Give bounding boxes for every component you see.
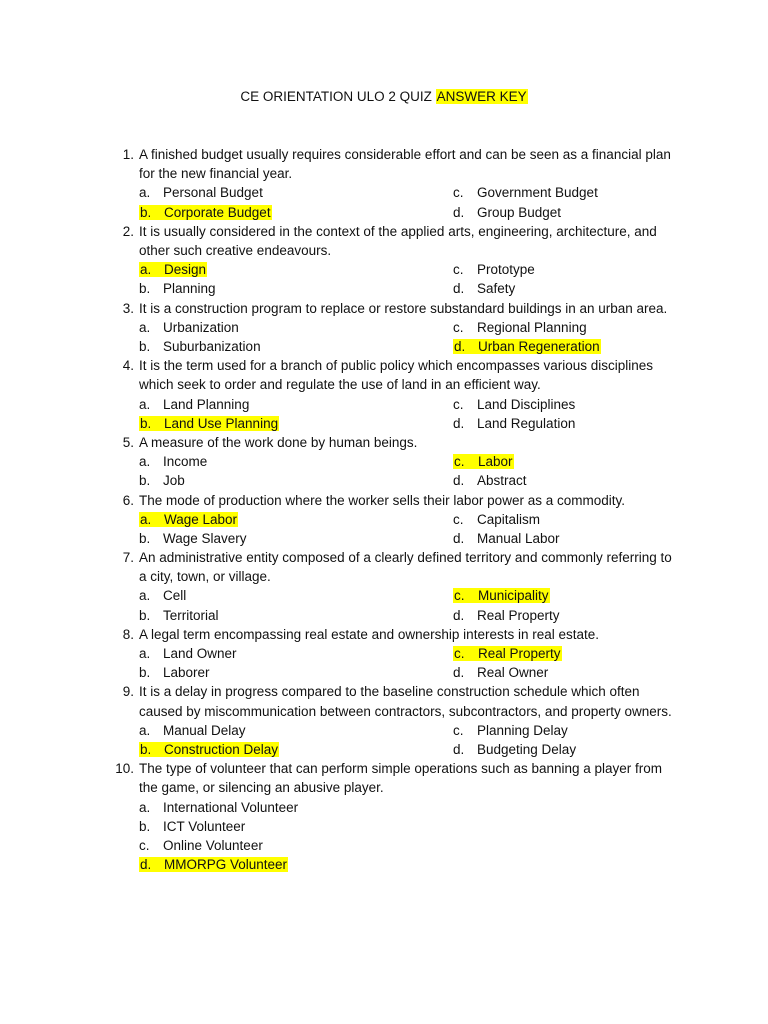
- option-content: [453, 397, 575, 412]
- answer-option: [453, 452, 693, 471]
- option-content: [453, 512, 540, 527]
- option-text: Online Volunteer: [163, 838, 263, 853]
- option-item: [453, 510, 693, 529]
- answer-highlight: [139, 857, 288, 872]
- option-content: [453, 531, 560, 546]
- option-content: [139, 665, 210, 680]
- option-item: [139, 586, 453, 605]
- option-content: [453, 742, 576, 757]
- option-text: ICT Volunteer: [163, 818, 246, 834]
- answer-highlight: [453, 454, 514, 469]
- option-item: [139, 644, 453, 663]
- option-content: [453, 262, 535, 277]
- question-item: [0, 356, 768, 433]
- question-text: It is the term used for a branch of public policy which encompasses various disciplines which seek to order and regulate the use of land in an efficient way.: [139, 358, 653, 393]
- option-content: [453, 665, 548, 680]
- option-text: International Volunteer: [163, 799, 299, 815]
- option-content: [139, 397, 249, 412]
- option-content: [453, 473, 527, 488]
- question-item: [0, 682, 768, 759]
- option-text: Government Budget: [477, 185, 598, 201]
- option-text: Land Owner: [163, 646, 237, 662]
- answer-option: [453, 644, 693, 663]
- option-letter: b.: [139, 338, 151, 354]
- option-item: [453, 279, 693, 298]
- option-text: Prototype: [477, 262, 535, 278]
- answer-highlight: [453, 588, 550, 603]
- question-number: 7.: [122, 550, 134, 566]
- option-letter: c.: [454, 646, 465, 662]
- option-content: [139, 819, 245, 834]
- option-content: [453, 281, 515, 296]
- option-letter: c.: [139, 838, 150, 853]
- option-content: [139, 473, 185, 488]
- option-text: MMORPG Volunteer: [164, 857, 288, 873]
- option-text: Abstract: [477, 473, 527, 489]
- question-item: [0, 145, 768, 222]
- answer-highlight: [139, 262, 207, 277]
- question-number: 9.: [122, 684, 134, 700]
- answer-option: [453, 586, 693, 605]
- option-letter: c.: [453, 262, 464, 278]
- option-text: Safety: [477, 281, 516, 297]
- option-item: [139, 471, 453, 490]
- options-grid: [139, 318, 768, 356]
- question-number: 2.: [122, 223, 134, 239]
- option-text: Budgeting Delay: [477, 742, 577, 758]
- option-item: [453, 318, 693, 337]
- option-item: [139, 817, 453, 836]
- answer-highlight: [139, 205, 272, 220]
- option-text: Corporate Budget: [164, 204, 271, 220]
- option-text: Manual Labor: [477, 530, 560, 546]
- option-letter: d.: [453, 665, 465, 681]
- options-grid: [139, 510, 768, 548]
- option-item: [139, 529, 453, 548]
- option-text: Manual Delay: [163, 722, 246, 738]
- option-letter: d.: [454, 338, 466, 354]
- option-letter: a.: [139, 588, 151, 604]
- option-item: [453, 606, 693, 625]
- option-letter: a.: [140, 262, 152, 278]
- option-text: Real Property: [477, 607, 560, 623]
- option-content: [139, 838, 263, 853]
- answer-highlight: [139, 512, 238, 527]
- option-item: [139, 395, 453, 414]
- question-text: The type of volunteer that can perform simple operations such as banning a player from the game, or silencing an abusive player.: [139, 761, 663, 796]
- option-text: Wage Slavery: [163, 530, 247, 546]
- option-text: Suburbanization: [163, 338, 261, 354]
- answer-option: [139, 260, 453, 279]
- option-text: Capitalism: [477, 511, 541, 527]
- option-item: [453, 721, 693, 740]
- option-text: Territorial: [163, 607, 219, 623]
- option-letter: d.: [453, 473, 465, 489]
- option-item: [139, 183, 453, 202]
- options-grid: [139, 395, 768, 433]
- option-text: Regional Planning: [477, 319, 587, 335]
- question-item: [0, 433, 768, 491]
- question-list: [0, 145, 768, 874]
- option-item: [453, 260, 693, 279]
- title-text: CE ORIENTATION ULO 2 QUIZ: [240, 89, 432, 104]
- option-content: [139, 800, 298, 815]
- option-text: Construction Delay: [164, 742, 279, 758]
- question-item: [0, 222, 768, 299]
- option-letter: a.: [139, 799, 151, 815]
- question-text: A legal term encompassing real estate and ownership interests in real estate.: [139, 626, 600, 642]
- option-letter: d.: [453, 281, 465, 297]
- option-text: Income: [163, 454, 208, 470]
- option-content: [139, 531, 247, 546]
- option-content: [139, 723, 246, 738]
- option-letter: c.: [453, 722, 464, 738]
- options-grid: [139, 586, 768, 624]
- title-highlight: ANSWER KEY: [436, 89, 527, 104]
- option-content: [139, 608, 219, 623]
- options-grid: [139, 644, 768, 682]
- option-content: [453, 723, 568, 738]
- question-number: 4.: [122, 358, 134, 374]
- option-letter: b.: [139, 818, 151, 834]
- question-item: [0, 625, 768, 683]
- option-text: Personal Budget: [163, 185, 263, 201]
- option-letter: c.: [453, 396, 464, 412]
- question-text: It is a delay in progress compared to the baseline construction schedule which often caused by miscommunication between contractors, subcontractors, and property owners.: [139, 684, 672, 719]
- option-item: [139, 836, 453, 855]
- option-letter: c.: [454, 588, 465, 604]
- option-letter: a.: [139, 185, 151, 201]
- option-letter: c.: [453, 185, 464, 201]
- option-content: [453, 185, 598, 200]
- options-grid: [139, 260, 768, 298]
- option-content: [139, 320, 239, 335]
- option-item: [139, 798, 453, 817]
- answer-highlight: [139, 742, 279, 757]
- option-letter: a.: [139, 319, 151, 335]
- question-text: It is usually considered in the context of the applied arts, engineering, architecture, and other such creative endeavours.: [139, 223, 657, 258]
- option-text: Real Property: [478, 646, 561, 662]
- option-letter: d.: [140, 857, 152, 873]
- option-text: Urban Regeneration: [478, 338, 600, 354]
- answer-option: [139, 203, 453, 222]
- question-item: [0, 491, 768, 549]
- option-content: [139, 454, 207, 469]
- option-item: [453, 203, 693, 222]
- option-letter: d.: [453, 204, 465, 220]
- option-letter: d.: [453, 415, 465, 431]
- option-content: [139, 185, 263, 200]
- answer-highlight: [453, 646, 562, 661]
- option-letter: c.: [453, 511, 464, 527]
- answer-option: [139, 855, 453, 874]
- question-text: A finished budget usually requires considerable effort and can be seen as a financial plan for the new financial year.: [139, 147, 671, 182]
- page-title: [0, 88, 768, 105]
- option-letter: b.: [139, 473, 151, 489]
- question-number: 1.: [122, 147, 134, 162]
- option-letter: a.: [139, 722, 151, 738]
- option-text: Land Regulation: [477, 415, 576, 431]
- answer-highlight: [139, 416, 279, 431]
- options-grid: [139, 721, 768, 759]
- options-grid: [139, 452, 768, 490]
- option-content: [139, 281, 216, 296]
- answer-option: [139, 414, 453, 433]
- option-text: Job: [163, 473, 185, 489]
- answer-highlight: [453, 339, 601, 354]
- question-number: 3.: [122, 300, 134, 316]
- option-text: Land Disciplines: [477, 396, 576, 412]
- option-text: Urbanization: [163, 319, 239, 335]
- option-item: [453, 395, 693, 414]
- answer-option: [139, 510, 453, 529]
- option-content: [453, 205, 561, 220]
- option-letter: d.: [453, 607, 465, 623]
- option-text: Land Planning: [163, 396, 250, 412]
- option-item: [453, 529, 693, 548]
- option-letter: b.: [139, 281, 151, 297]
- option-item: [453, 414, 693, 433]
- options-grid: [139, 798, 768, 875]
- option-item: [139, 318, 453, 337]
- option-content: [139, 339, 261, 354]
- option-text: Cell: [163, 588, 187, 604]
- option-content: [139, 588, 186, 603]
- option-text: Land Use Planning: [164, 415, 279, 431]
- question-text: It is a construction program to replace or restore substandard buildings in an urban area.: [139, 300, 668, 316]
- question-text: A measure of the work done by human beings.: [139, 434, 418, 450]
- options-grid: [139, 183, 768, 221]
- question-text: The mode of production where the worker sells their labor power as a commodity.: [139, 492, 625, 508]
- option-item: [453, 663, 693, 682]
- option-item: [139, 279, 453, 298]
- option-text: Planning Delay: [477, 722, 568, 738]
- option-letter: a.: [139, 396, 151, 412]
- answer-option: [139, 740, 453, 759]
- option-text: Labor: [478, 454, 513, 470]
- option-item: [453, 183, 693, 202]
- option-letter: b.: [140, 204, 152, 220]
- option-letter: a.: [139, 646, 151, 662]
- question-item: [0, 759, 768, 874]
- question-item: [0, 548, 768, 625]
- option-letter: d.: [453, 742, 465, 758]
- option-item: [453, 471, 693, 490]
- option-content: [453, 320, 587, 335]
- option-letter: c.: [453, 319, 464, 335]
- question-number: 5.: [122, 434, 134, 450]
- option-text: Planning: [163, 281, 216, 297]
- option-item: [139, 606, 453, 625]
- option-item: [139, 663, 453, 682]
- option-content: [453, 416, 575, 431]
- option-item: [139, 337, 453, 356]
- option-text: Real Owner: [477, 665, 549, 681]
- option-content: [453, 608, 560, 623]
- question-number: 6.: [122, 492, 134, 508]
- answer-option: [453, 337, 693, 356]
- option-letter: b.: [140, 415, 152, 431]
- option-text: Municipality: [478, 588, 549, 604]
- option-item: [139, 721, 453, 740]
- option-letter: b.: [139, 530, 151, 546]
- option-letter: a.: [140, 511, 152, 527]
- option-item: [453, 740, 693, 759]
- option-item: [139, 452, 453, 471]
- question-text: An administrative entity composed of a clearly defined territory and commonly referring to a city, town, or village.: [139, 550, 672, 585]
- option-text: Design: [164, 262, 207, 278]
- question-item: [0, 299, 768, 357]
- option-letter: c.: [454, 454, 465, 470]
- option-text: Laborer: [163, 665, 210, 681]
- option-letter: a.: [139, 454, 151, 470]
- option-letter: d.: [453, 530, 465, 546]
- question-number: 8.: [122, 626, 134, 642]
- option-letter: b.: [140, 742, 152, 758]
- option-text: Wage Labor: [164, 511, 238, 527]
- option-letter: b.: [139, 665, 151, 681]
- option-text: Group Budget: [477, 204, 562, 220]
- option-letter: b.: [139, 607, 151, 623]
- question-number: 10.: [115, 761, 134, 777]
- option-content: [139, 646, 237, 661]
